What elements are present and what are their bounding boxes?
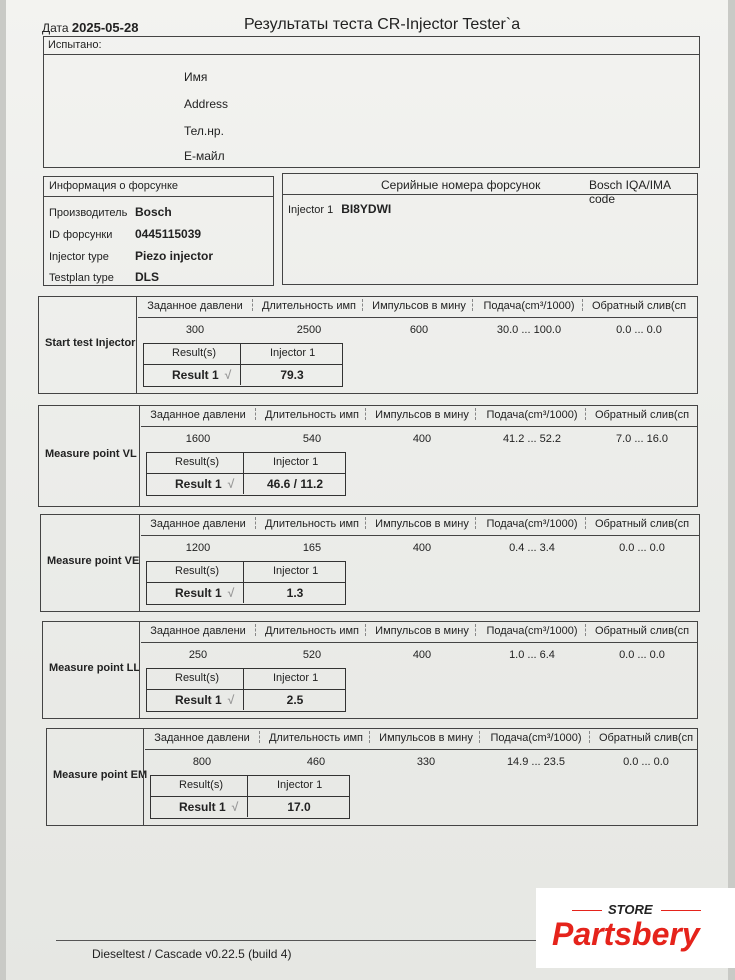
result-value: 46.6 / 11.2: [266, 477, 324, 491]
test-header-row: [141, 515, 699, 536]
test-value-cell: 0.4 ... 3.4: [509, 542, 555, 554]
check-icon: √: [231, 800, 239, 814]
test-header-cell: Подача(cm³/1000): [486, 409, 578, 421]
test-value-cell: 300: [185, 324, 205, 336]
result-label: Result 1 √: [175, 477, 235, 491]
testplan-type-row: Testplan type DLS: [49, 270, 159, 284]
result-header: Result(s): [175, 456, 220, 468]
header-separator: [365, 408, 366, 420]
report-title: Результаты теста CR-Injector Tester`a: [244, 16, 521, 33]
result-header-row: [147, 453, 345, 474]
test-divider: [139, 515, 140, 611]
result-header: Result(s): [175, 672, 220, 684]
test-value-cell: 250: [188, 649, 208, 661]
header-separator: [362, 299, 363, 311]
test-header-cell: Длительность имп: [264, 625, 359, 637]
manufacturer-row: Производитель Bosch: [49, 205, 172, 219]
test-header-cell: Подача(cm³/1000): [490, 732, 582, 744]
result-value-row: [147, 474, 345, 494]
test-values-row: [138, 324, 697, 340]
test-header-cell: Заданное давлени: [150, 409, 246, 421]
header-separator: [475, 408, 476, 420]
iqa-code-heading: Bosch IQA/IMA code: [589, 178, 671, 206]
test-value-cell: 460: [306, 756, 326, 768]
result-header-row: [144, 344, 342, 365]
test-header-cell: Заданное давлени: [154, 732, 250, 744]
address-field: Address: [184, 97, 229, 111]
test-value-cell: 520: [302, 649, 322, 661]
header-separator: [472, 299, 473, 311]
test-values-row: [141, 649, 697, 665]
test-header-cell: Заданное давлени: [150, 625, 246, 637]
test-block: [38, 296, 698, 394]
injector-header: Injector 1: [270, 347, 316, 359]
test-values-row: [145, 756, 697, 772]
test-block: [42, 621, 698, 719]
test-value-cell: 400: [412, 542, 432, 554]
header-separator: [255, 517, 256, 529]
test-header-cell: Импульсов в мину: [375, 625, 469, 637]
test-header-cell: Обратный слив(cп: [591, 300, 687, 312]
test-name: Measure point VL: [45, 448, 137, 460]
test-value-cell: 800: [192, 756, 212, 768]
result-label: Result 1 √: [175, 693, 235, 707]
test-value-cell: 600: [409, 324, 429, 336]
injector-header: Injector 1: [273, 456, 319, 468]
header-separator: [259, 731, 260, 743]
logo-store-text: STORE: [608, 902, 653, 917]
header-separator: [589, 731, 590, 743]
test-value-cell: 2500: [296, 324, 322, 336]
phone-field: Тел.нр.: [184, 124, 224, 138]
injector-header: Injector 1: [273, 672, 319, 684]
injector-id-row: ID форсунки 0445115039: [49, 227, 202, 241]
test-header-cell: Длительность имп: [264, 518, 359, 530]
header-separator: [582, 299, 583, 311]
result-value: 2.5: [286, 693, 304, 707]
test-value-cell: 0.0 ... 0.0: [619, 542, 665, 554]
test-divider: [143, 729, 144, 825]
test-value-cell: 1600: [185, 433, 211, 445]
result-header: Result(s): [172, 347, 217, 359]
serial-heading: [283, 174, 697, 206]
injector-header: Injector 1: [273, 565, 319, 577]
result-label: Result 1 √: [175, 586, 235, 600]
date-value: 2025-05-28: [71, 20, 139, 35]
test-header-cell: Импульсов в мину: [375, 518, 469, 530]
test-value-cell: 1.0 ... 6.4: [509, 649, 555, 661]
test-value-cell: 400: [412, 649, 432, 661]
logo-brand-text: Partsbery: [552, 916, 700, 952]
test-header-cell: Заданное давлени: [150, 518, 246, 530]
injector-info-section: [43, 176, 274, 286]
header-separator: [585, 624, 586, 636]
injector-serial-row: Injector 1 BI8YDWI: [288, 202, 392, 216]
result-header: Result(s): [179, 779, 224, 791]
result-table: [146, 452, 346, 496]
test-header-cell: Длительность имп: [261, 300, 356, 312]
test-block: [38, 405, 698, 507]
header-separator: [252, 299, 253, 311]
result-label: Result 1 √: [179, 800, 239, 814]
result-value: 1.3: [286, 586, 304, 600]
test-header-cell: Подача(cm³/1000): [486, 625, 578, 637]
tested-heading: Испытано:: [44, 37, 699, 55]
test-value-cell: 165: [302, 542, 322, 554]
header-separator: [585, 408, 586, 420]
serial-heading-label: Серийные номера форсунок: [381, 178, 541, 192]
test-header-cell: Подача(cm³/1000): [483, 300, 575, 312]
test-header-cell: Подача(cm³/1000): [486, 518, 578, 530]
partsbery-logo: [536, 888, 735, 968]
tested-section: [43, 36, 700, 168]
result-value: 17.0: [287, 800, 311, 814]
test-block: [46, 728, 698, 826]
test-header-cell: Обратный слив(cп: [594, 625, 690, 637]
test-values-row: [141, 542, 699, 558]
header-separator: [479, 731, 480, 743]
injector-info-heading: Информация о форсунке: [44, 177, 273, 197]
test-header-row: [141, 622, 697, 643]
test-value-cell: 1200: [185, 542, 211, 554]
test-divider: [136, 297, 137, 393]
test-header-cell: Заданное давлени: [147, 300, 243, 312]
test-value-cell: 14.9 ... 23.5: [506, 756, 566, 768]
result-value: 79.3: [280, 368, 304, 382]
test-header-cell: Импульсов в мину: [375, 409, 469, 421]
result-header-row: [147, 562, 345, 583]
header-separator: [255, 624, 256, 636]
email-field: Е-майл: [184, 149, 225, 163]
injector-serial-value: BI8YDWI: [341, 202, 392, 216]
test-value-cell: 7.0 ... 16.0: [616, 433, 668, 445]
test-value-cell: 330: [416, 756, 436, 768]
injector-type-row: Injector type Piezo injector: [49, 249, 214, 263]
test-values-row: [141, 433, 697, 449]
serial-numbers-section: [282, 173, 698, 285]
result-table: [146, 561, 346, 605]
result-header-row: [147, 669, 345, 690]
check-icon: √: [227, 586, 235, 600]
test-header-cell: Импульсов в мину: [372, 300, 466, 312]
header-separator: [255, 408, 256, 420]
test-value-cell: 0.0 ... 0.0: [623, 756, 669, 768]
report-sheet: [6, 0, 728, 980]
test-value-cell: 400: [412, 433, 432, 445]
footer-divider: [56, 940, 536, 941]
test-header-row: [138, 297, 697, 318]
report-date: Дата 2025-05-28: [42, 20, 139, 35]
check-icon: √: [227, 693, 235, 707]
test-name: Measure point EM: [53, 769, 148, 781]
test-name: Measure point LL: [49, 662, 141, 674]
test-header-row: [145, 729, 697, 750]
test-value-cell: 540: [302, 433, 322, 445]
test-header-row: [141, 406, 697, 427]
header-separator: [365, 517, 366, 529]
test-header-cell: Обратный слив(cп: [598, 732, 694, 744]
header-separator: [475, 517, 476, 529]
check-icon: √: [227, 477, 235, 491]
result-table: [146, 668, 346, 712]
result-value-row: [144, 365, 342, 385]
test-header-cell: Обратный слив(cп: [594, 518, 690, 530]
test-value-cell: 41.2 ... 52.2: [502, 433, 562, 445]
test-name: Start test Injector: [45, 337, 136, 349]
check-icon: √: [224, 368, 232, 382]
result-value-row: [147, 583, 345, 603]
footer-version: Dieseltest / Cascade v0.22.5 (build 4): [92, 947, 292, 961]
test-block: [40, 514, 700, 612]
result-label: Result 1 √: [172, 368, 232, 382]
test-divider: [139, 622, 140, 718]
result-table: [150, 775, 350, 819]
result-header-row: [151, 776, 349, 797]
test-value-cell: 30.0 ... 100.0: [496, 324, 562, 336]
result-table: [143, 343, 343, 387]
test-header-cell: Длительность имп: [264, 409, 359, 421]
test-value-cell: 0.0 ... 0.0: [616, 324, 662, 336]
result-value-row: [147, 690, 345, 710]
header-separator: [585, 517, 586, 529]
name-field: Имя: [184, 70, 208, 84]
header-separator: [369, 731, 370, 743]
result-header: Result(s): [175, 565, 220, 577]
logo-line-left: [572, 910, 602, 911]
test-divider: [139, 406, 140, 506]
header-separator: [475, 624, 476, 636]
logo-line-right: [661, 910, 701, 911]
result-value-row: [151, 797, 349, 817]
header-separator: [365, 624, 366, 636]
injector-header: Injector 1: [277, 779, 323, 791]
test-name: Measure point VE: [47, 555, 140, 567]
test-header-cell: Обратный слив(cп: [594, 409, 690, 421]
test-header-cell: Импульсов в мину: [379, 732, 473, 744]
test-header-cell: Длительность имп: [268, 732, 363, 744]
test-value-cell: 0.0 ... 0.0: [619, 649, 665, 661]
